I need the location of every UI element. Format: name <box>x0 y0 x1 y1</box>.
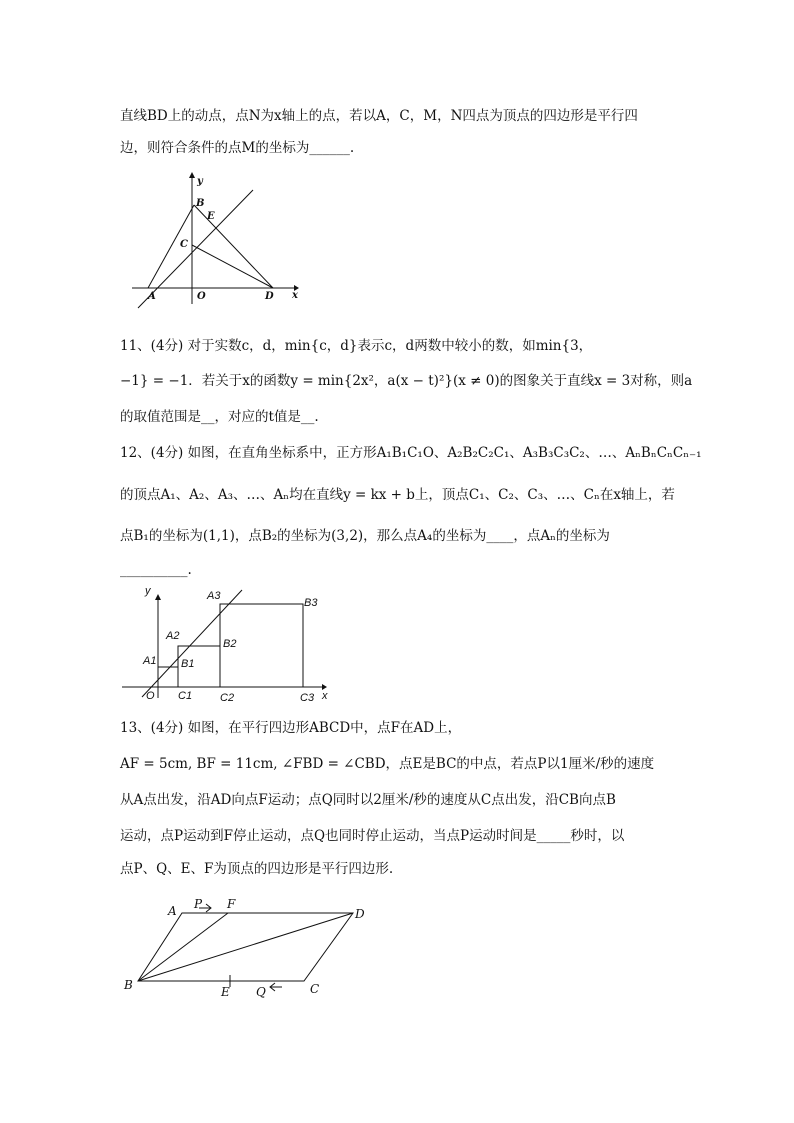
q13-label-A: A <box>168 904 177 918</box>
q12-text-line3: 点B₁的坐标为(1,1)，点B₂的坐标为(3,2)，那么点A₄的坐标为____，点Aₙ的坐标为 <box>120 528 610 544</box>
q12-label-A2: A2 <box>166 630 180 642</box>
q13-label-E: E <box>221 985 230 999</box>
q12-label-O: O <box>146 690 155 702</box>
q12-text-line1: 12、(4分) 如图，在直角坐标系中，正方形A₁B₁C₁O、A₂B₂C₂C₁、A₃B₃C₃C₂、…、AₙBₙCₙCₙ₋₁ <box>120 445 702 461</box>
q10-label-B: B <box>196 198 205 209</box>
q12-label-C1: C1 <box>178 690 193 702</box>
q12-label-C2: C2 <box>220 692 235 704</box>
q12-label-C3: C3 <box>300 692 315 704</box>
q12-label-B2: B2 <box>223 638 237 650</box>
q12-text-line4: __________. <box>120 562 192 578</box>
q10-label-D: D <box>265 291 274 302</box>
q13-text-line2: AF = 5cm, BF = 11cm, ∠FBD = ∠CBD，点E是BC的中点，若点P以1厘米/秒的速度 <box>120 756 655 772</box>
q10-text-line1: 直线BD上的动点，点N为x轴上的点，若以A，C，M，N四点为顶点的四边形是平行四 <box>120 108 638 124</box>
q13-text-line5: 点P、Q、E、F为顶点的四边形是平行四边形. <box>120 861 394 877</box>
q11-text-line1: 11、(4分) 对于实数c，d，min{c，d}表示c，d两数中较小的数，如min{3， <box>120 338 593 354</box>
q10-text-line2: 边，则符合条件的点M的坐标为______. <box>120 140 355 156</box>
q13-label-D: D <box>355 907 365 921</box>
q13-label-F: F <box>227 897 236 911</box>
q10-label-C: C <box>180 239 188 250</box>
q10-label-E: E <box>207 211 215 222</box>
q13-label-Q: Q <box>256 985 266 999</box>
q13-text-line3: 从A点出发，沿AD向点F运动；点Q同时以2厘米/秒的速度从C点出发，沿CB向点B <box>120 792 616 808</box>
q12-label-x: x <box>322 690 328 702</box>
q10-label-y: y <box>197 176 203 187</box>
q12-label-y: y <box>145 585 151 597</box>
q12-text-line2: 的顶点A₁、A₂、A₃、…、Aₙ均在直线y = kx + b上，顶点C₁、C₂、C₃、…、Cₙ在x轴上，若 <box>120 487 675 503</box>
q11-text-line2: −1} = −1．若关于x的函数y = min{2x²，a(x − t)²}(x ≠ 0)的图象关于直线x = 3对称，则a <box>120 373 693 389</box>
q13-label-B: B <box>124 978 133 992</box>
q12-label-A1: A1 <box>143 655 157 667</box>
q10-label-O: O <box>197 291 206 302</box>
q10-label-A: A <box>148 291 156 302</box>
q13-label-C: C <box>310 982 320 996</box>
q13-text-line4: 运动，点P运动到F停止运动，点Q也同时停止运动，当点P运动时间是_____秒时，以 <box>120 828 625 844</box>
q13-label-P: P <box>194 897 203 911</box>
q13-text-line1: 13、(4分) 如图，在平行四边形ABCD中，点F在AD上， <box>120 720 462 736</box>
q11-text-line3: 的取值范围是__，对应的t值是__. <box>120 409 319 425</box>
q12-label-A3: A3 <box>207 590 221 602</box>
q12-label-B3: B3 <box>304 597 318 609</box>
q10-label-x: x <box>292 290 298 301</box>
q12-label-B1: B1 <box>181 658 195 670</box>
